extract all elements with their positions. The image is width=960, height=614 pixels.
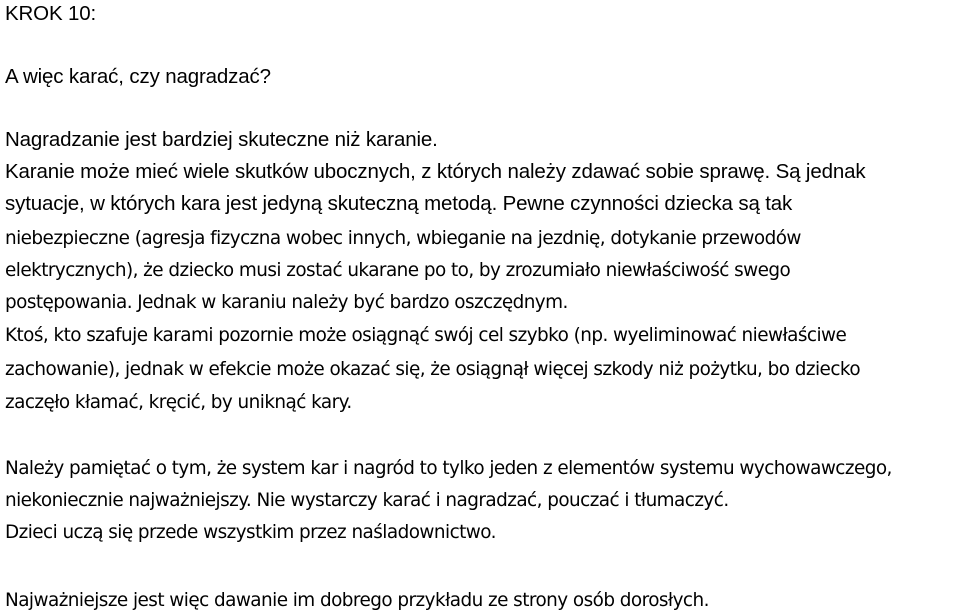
paragraph-2-line-2: niekoniecznie najważniejszy. Nie wystarczy karać i nagradzać, pouczać i tłumaczyć. [5, 490, 729, 511]
paragraph-1-line-3: sytuacje, w których kara jest jedyną skuteczną metodą. Pewne czynności dziecka są tak [5, 192, 793, 215]
paragraph-1-line-9: zaczęło kłamać, kręcić, by uniknąć kary. [5, 392, 352, 413]
paragraph-1-line-4: niebezpieczne (agresja fizyczna wobec innych, wbieganie na jezdnię, dotykanie przewodów [5, 228, 801, 249]
paragraph-1-line-7: Ktoś, kto szafuje karami pozornie może osiągnąć swój cel szybko (np. wyeliminować niewłaściwe [5, 325, 847, 346]
step-title: KROK 10: [5, 2, 97, 25]
paragraph-2-line-1: Należy pamiętać o tym, że system kar i nagród to tylko jeden z elementów systemu wychowawczego, [5, 458, 892, 479]
paragraph-1-line-2: Karanie może mieć wiele skutków ubocznych, z których należy zdawać sobie sprawę. Są jednak [5, 160, 866, 183]
paragraph-1-line-5: elektrycznych), że dziecko musi zostać ukarane po to, by zrozumiało niewłaściwość swego [5, 260, 791, 281]
closing-line: Najważniejsze jest więc dawanie im dobrego przykładu ze strony osób dorosłych. [5, 590, 709, 611]
question-heading: A więc karać, czy nagradzać? [5, 65, 271, 88]
paragraph-1-line-8: zachowanie), jednak w efekcie może okazać się, że osiągnął więcej szkody niż pożytku, bo dziecko [5, 359, 861, 380]
paragraph-2-line-3: Dzieci uczą się przede wszystkim przez naśladownictwo. [5, 522, 496, 543]
paragraph-1-line-1: Nagradzanie jest bardziej skuteczne niż karanie. [5, 128, 438, 151]
paragraph-1-line-6: postępowania. Jednak w karaniu należy być bardzo oszczędnym. [5, 292, 568, 313]
